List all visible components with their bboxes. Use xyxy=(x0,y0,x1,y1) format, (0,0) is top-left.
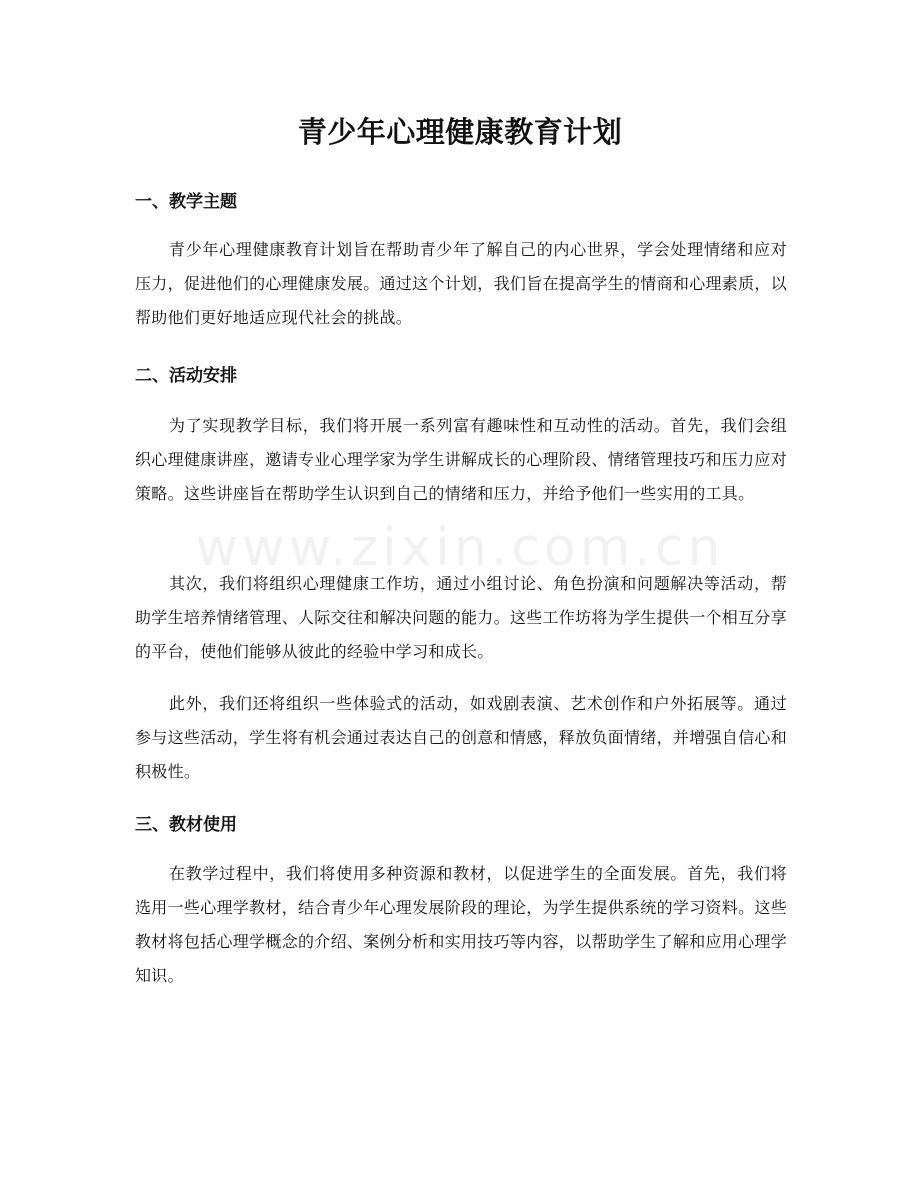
paragraph: 为了实现教学目标，我们将开展一系列富有趣味性和互动性的活动。首先，我们会组织心理健康讲座，邀请专业心理学家为学生讲解成长的心理阶段、情绪管理技巧和压力应对策略。这些讲座旨在帮助学生认识到自己的情绪和压力，并给予他们一些实用的工具。 xyxy=(135,416,788,503)
document-title: 青少年心理健康教育计划 xyxy=(297,115,623,149)
paragraph: 在教学过程中，我们将使用多种资源和教材，以促进学生的全面发展。首先，我们将选用一些心理学教材，结合青少年心理发展阶段的理论，为学生提供系统的学习资料。这些教材将包括心理学概念的介绍、案例分析和实用技巧等内容，以帮助学生了解和应用心理学知识。 xyxy=(135,864,788,985)
section-heading-activity-arrangement: 二、活动安排 xyxy=(135,366,237,386)
watermark: www.zixin.com.cn xyxy=(195,518,725,578)
paragraph: 此外，我们还将组织一些体验式的活动，如戏剧表演、艺术创作和户外拓展等。通过参与这些活动，学生将有机会通过表达自己的创意和情感，释放负面情绪，并增强自信心和积极性。 xyxy=(135,694,788,781)
section-heading-teaching-theme: 一、教学主题 xyxy=(135,192,237,212)
paragraph: 青少年心理健康教育计划旨在帮助青少年了解自己的内心世界，学会处理情绪和应对压力，促进他们的心理健康发展。通过这个计划，我们旨在提高学生的情商和心理素质，以帮助他们更好地适应现代社会的挑战。 xyxy=(135,240,788,327)
section-heading-materials-usage: 三、教材使用 xyxy=(135,815,237,835)
paragraph: 其次，我们将组织心理健康工作坊，通过小组讨论、角色扮演和问题解决等活动，帮助学生培养情绪管理、人际交往和解决问题的能力。这些工作坊将为学生提供一个相互分享的平台，使他们能够从彼此的经验中学习和成长。 xyxy=(135,574,788,661)
